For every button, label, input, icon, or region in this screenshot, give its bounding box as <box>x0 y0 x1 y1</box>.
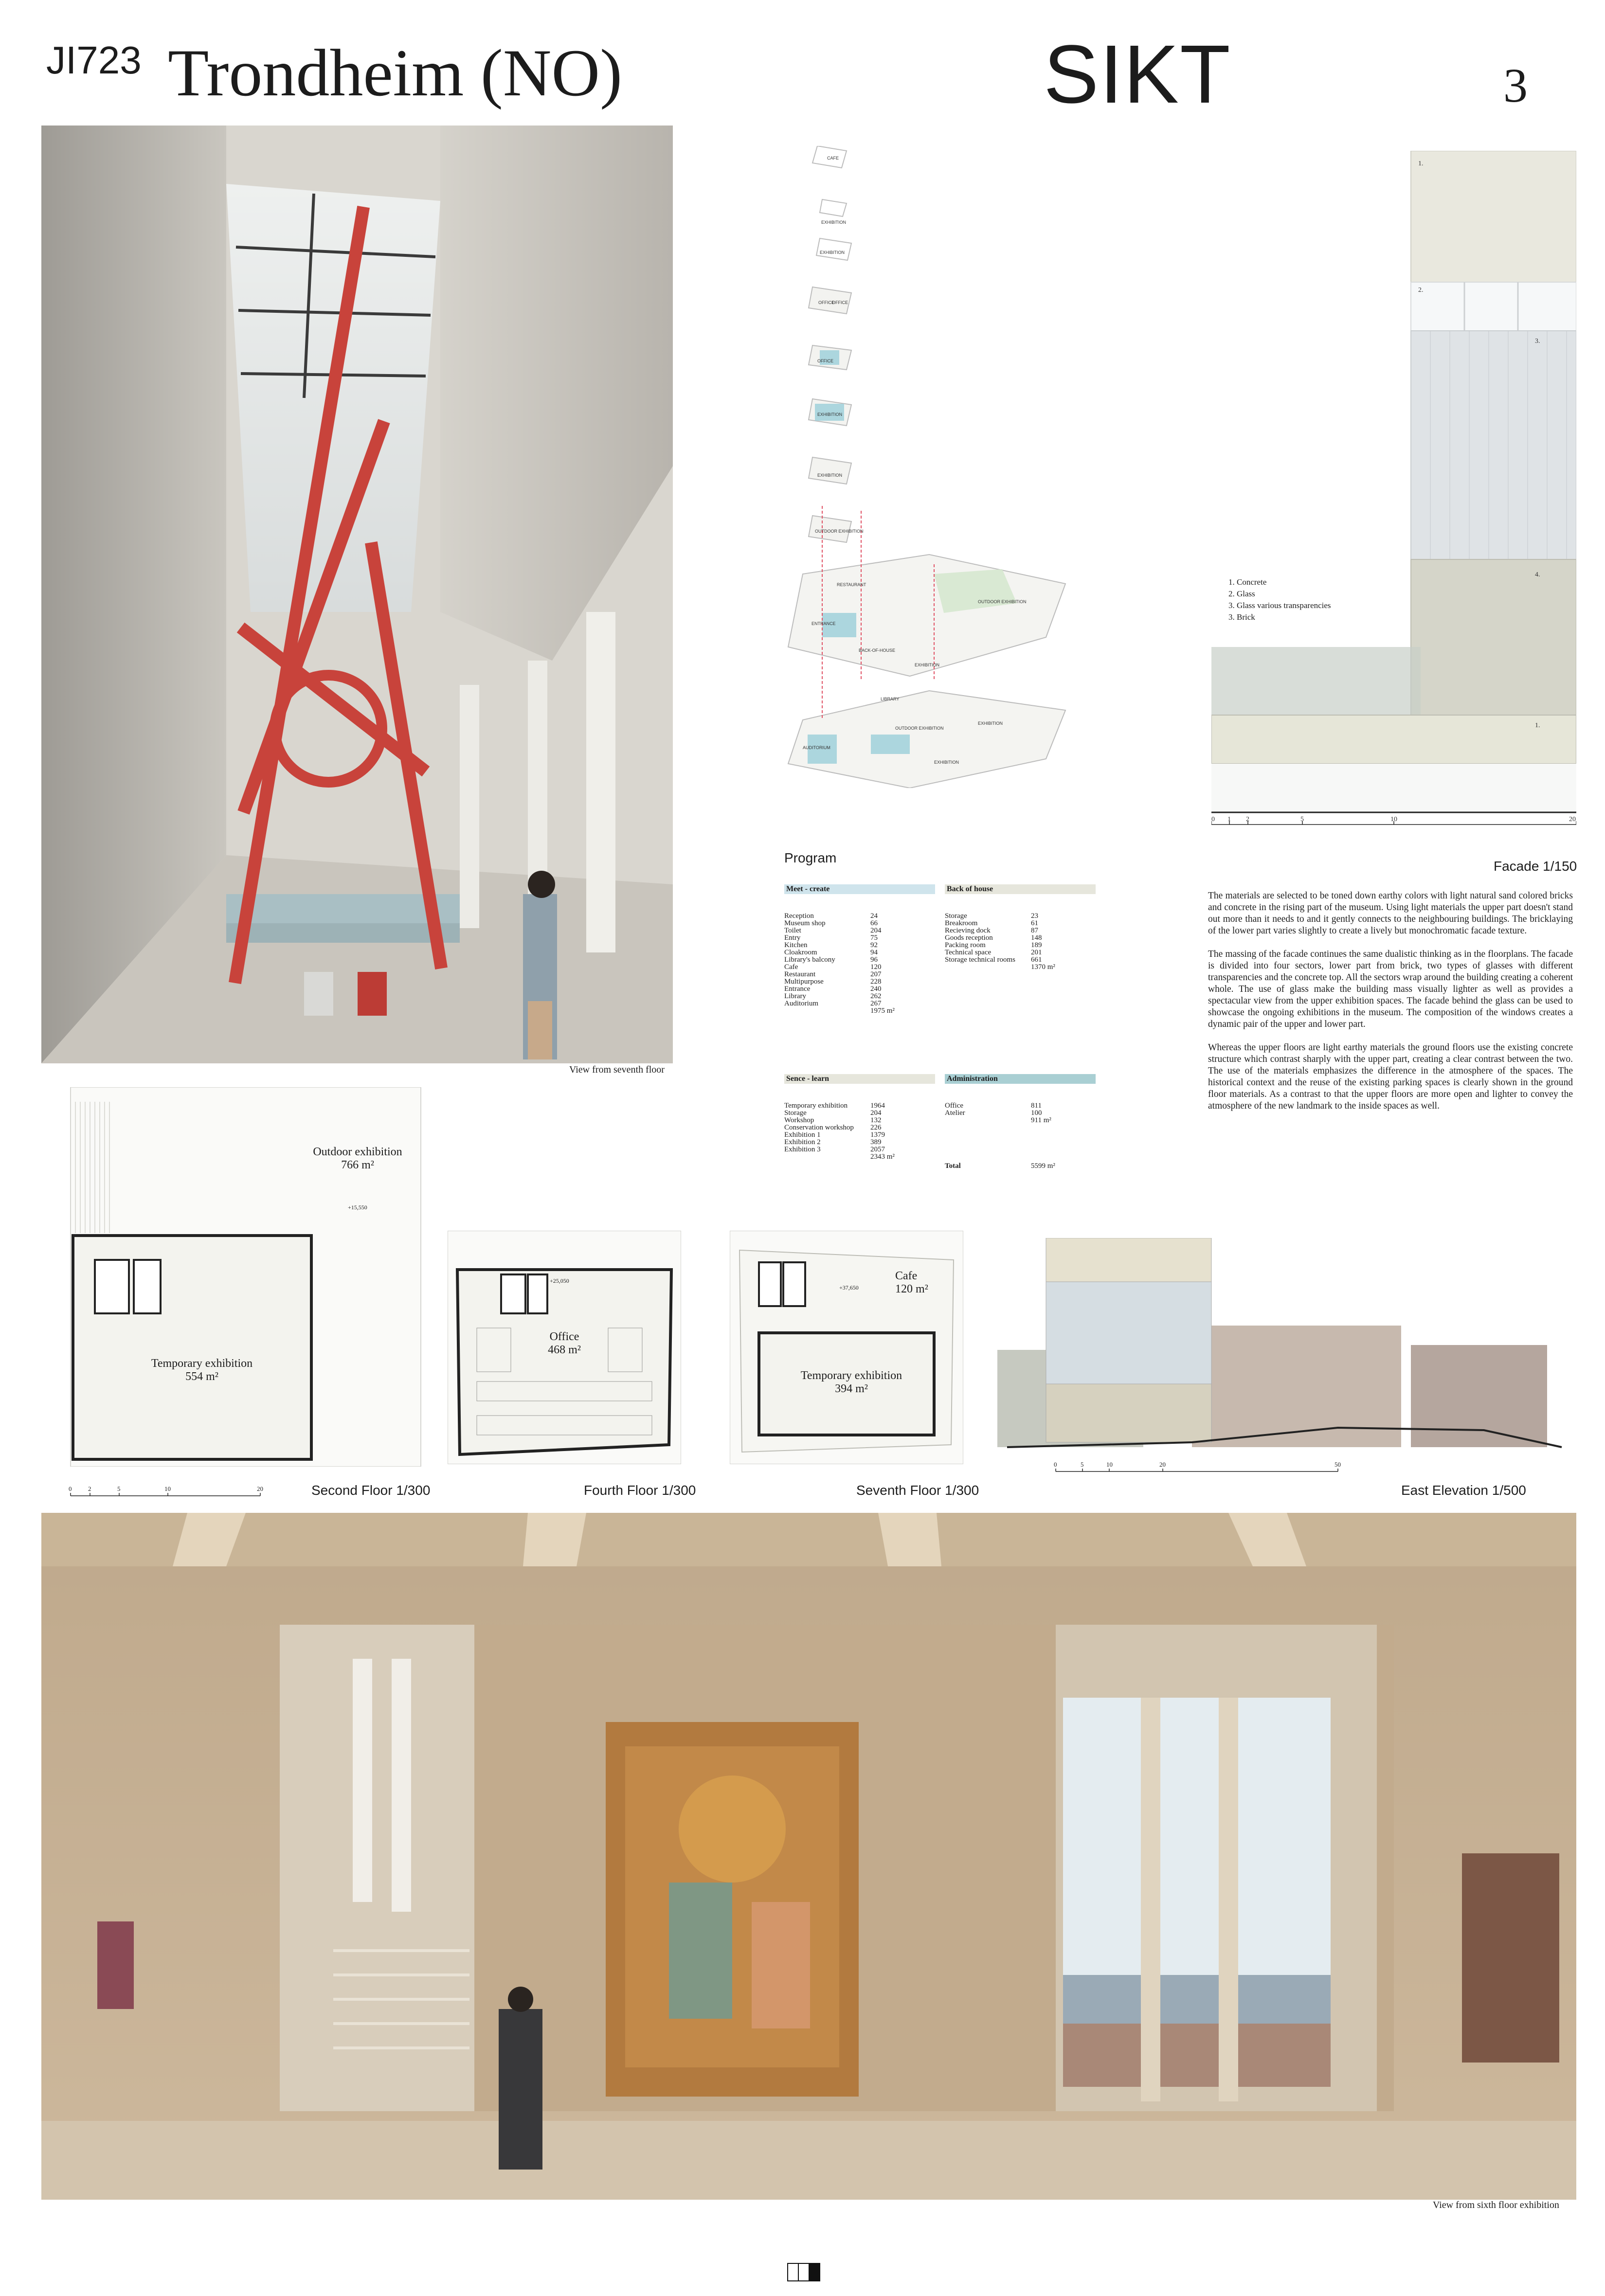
program-room-name: Library <box>784 992 806 1000</box>
program-room-name: Entrance <box>784 985 811 993</box>
program-row <box>784 934 935 942</box>
axo-label: EXHIBITION <box>821 220 847 225</box>
scale-tick: 0 <box>69 1485 72 1492</box>
program-room-area: 148 <box>1031 934 1042 942</box>
scale-tick: 20 <box>1159 1461 1166 1468</box>
axo-label: CAFE <box>827 156 839 161</box>
program-subtotal: 1975 m² <box>870 1007 895 1015</box>
plan-second-floor <box>66 1087 426 1467</box>
axo-label: OUTDOOR EXHIBITION <box>978 599 1027 604</box>
program-group <box>784 1074 935 1161</box>
program-room-area: 201 <box>1031 949 1042 956</box>
program-room-name: Conservation workshop <box>784 1124 854 1131</box>
scale-tick: 20 <box>257 1485 263 1492</box>
program-group-heading: Sence - learn <box>784 1074 935 1084</box>
project-code: JI723 <box>46 38 142 82</box>
facade-scale-10: 10 <box>1390 816 1397 823</box>
axo-label: ENTRANCE <box>812 621 836 626</box>
program-room-area: 23 <box>1031 912 1038 920</box>
scale-tick: 10 <box>1106 1461 1113 1468</box>
axo-floor-2 <box>816 238 851 260</box>
render-seventh-floor <box>41 126 673 1063</box>
program-row <box>784 956 935 964</box>
label-second-floor: Second Floor 1/300 <box>311 1483 431 1498</box>
program-row <box>784 927 935 934</box>
axo-floor-1 <box>820 199 847 216</box>
scale-tick: 5 <box>1081 1461 1084 1468</box>
axo-label: RESTAURANT <box>837 582 866 587</box>
program-room-name: Exhibition 2 <box>784 1138 821 1146</box>
program-room-name: Restaurant <box>784 970 816 978</box>
gallery-render-image <box>41 1513 1576 2200</box>
program-room-area: 92 <box>870 941 878 949</box>
facade-marker-5: 1. <box>1535 722 1540 729</box>
level-marker: +25,050 <box>550 1277 569 1284</box>
program-room-area: 1379 <box>870 1131 885 1139</box>
program-room-name: Cafe <box>784 963 798 971</box>
axo-label: OFFICE <box>818 300 834 305</box>
atrium-render-image <box>41 126 673 1063</box>
program-row <box>945 949 1096 956</box>
program-row <box>784 1139 935 1146</box>
room-outdoor-exhibition: Outdoor exhibition 766 m² <box>313 1146 402 1171</box>
program-row <box>945 913 1096 920</box>
label-east-elevation: East Elevation 1/500 <box>1401 1483 1526 1498</box>
program-subtotal: 1370 m² <box>1031 963 1055 971</box>
program-room-name: Storage <box>945 912 967 920</box>
caption-render-top: View from seventh floor <box>569 1064 665 1075</box>
room-office: Office 468 m² <box>548 1330 581 1356</box>
program-group <box>784 884 935 1015</box>
scale-tick: 0 <box>1054 1461 1057 1468</box>
program-room-area: 240 <box>870 985 882 993</box>
level-marker: +37,650 <box>839 1284 859 1291</box>
program-room-area: 1964 <box>870 1102 885 1110</box>
program-room-name: Museum shop <box>784 919 826 927</box>
program-room-name: Workshop <box>784 1116 814 1124</box>
program-group-heading: Meet - create <box>784 884 935 894</box>
program-room-name: Recieving dock <box>945 927 991 934</box>
program-room-area: 94 <box>870 949 878 956</box>
program-room-area: 207 <box>870 970 882 978</box>
axo-label: OFFICE <box>817 359 833 363</box>
program-row <box>945 956 1096 964</box>
scale-tick: 50 <box>1334 1461 1341 1468</box>
level-marker: +15,550 <box>348 1204 367 1211</box>
axo-label: OUTDOOR EXHIBITION <box>815 529 864 534</box>
facade-marker-3: 3. <box>1535 338 1540 345</box>
program-row <box>945 1102 1096 1110</box>
room-temporary-exhibition-7: Temporary exhibition 394 m² <box>800 1369 902 1395</box>
axo-floor-6 <box>809 457 851 484</box>
program-room-name: Packing room <box>945 941 986 949</box>
program-room-name: Exhibition 1 <box>784 1131 821 1139</box>
program-row <box>945 920 1096 927</box>
program-room-area: 132 <box>870 1116 882 1124</box>
program-room-area: 120 <box>870 963 882 971</box>
program-row <box>945 942 1096 949</box>
facade-title: Facade 1/150 <box>1494 859 1577 874</box>
program-room-name: Storage <box>784 1109 807 1117</box>
plan-second-svg <box>66 1087 426 1467</box>
program-row <box>784 978 935 986</box>
program-row <box>784 986 935 993</box>
program-row <box>945 934 1096 942</box>
program-room-name: Library's balcony <box>784 956 835 964</box>
program-table <box>784 884 1120 1196</box>
material-legend-item: 1. Concrete <box>1228 577 1267 587</box>
caption-render-bottom: View from sixth floor exhibition <box>1433 2200 1559 2210</box>
program-row <box>784 971 935 978</box>
program-row <box>784 949 935 956</box>
program-title: Program <box>784 850 837 865</box>
program-subtotal: 2343 m² <box>870 1153 895 1161</box>
axo-label: AUDITORIUM <box>803 745 830 750</box>
program-room-area: 811 <box>1031 1102 1042 1110</box>
scale-tick: 2 <box>88 1485 91 1492</box>
axo-label: EXHIBITION <box>817 412 843 417</box>
facade-paragraph: The materials are selected to be toned down earthy colors with light natural sand colored bricks and concrete in the rising part of the museum. Using light materials the upper part doesn't stand out more than it needs to and it gently connects to the neighbouring buildings. The bricklaying of the lower part varies slightly to create a lively but monochromatic facade texture. <box>1208 891 1573 936</box>
program-room-name: Cloakroom <box>784 949 817 956</box>
axo-label: LIBRARY <box>881 697 900 701</box>
program-row <box>784 1110 935 1117</box>
material-legend <box>1228 576 1331 623</box>
program-row <box>784 1146 935 1153</box>
program-room-area: 226 <box>870 1124 882 1131</box>
program-room-area: 75 <box>870 934 878 942</box>
facade-paragraph: Whereas the upper floors are light earthy materials the ground floors use the existing concrete structure which contrast sharply with the upper part, creating a clear contrast between the two. The use of the materials emphasizes the difference in the atmosphere of the spaces. The historical context and the reuse of the existing parking spaces is clearly shown in the ground floor materials. As a contrast to that the upper floors are more open and lighter to convey the atmosphere of the new landmark to the inside spaces as well. <box>1208 1042 1573 1111</box>
program-row <box>784 1000 935 1007</box>
plan-fourth-floor <box>448 1231 681 1464</box>
program-room-area: 100 <box>1031 1109 1042 1117</box>
facade-marker-1: 1. <box>1418 160 1424 167</box>
program-group <box>945 884 1096 971</box>
facade-scale-20: 20 <box>1569 816 1576 823</box>
program-room-name: Reception <box>784 912 814 920</box>
axonometric-diagram <box>774 146 1104 788</box>
program-room-area: 204 <box>870 927 882 934</box>
facade-paragraph: The massing of the facade continues the same dualistic thinking as in the floorplans. The facade is divided into four sectors, lower part from brick, two types of glasses with different transparencies and the concrete top. All the sectors wrap around the building creating a coherent whole. The use of glass make the building mass visually lighter as well as provides a spectacular view from the upper exhibition spaces. The facade behind the glass can be used to showcase the ongoing exhibitions in the museum. The composition of the windows creates a dynamic pair of the upper and lower part. <box>1208 949 1573 1029</box>
facade-scale-0: 0 <box>1211 816 1215 823</box>
program-row <box>784 1102 935 1110</box>
axo-label: EXHIBITION <box>915 663 940 667</box>
program-room-name: Temporary exhibition <box>784 1102 848 1110</box>
program-row <box>784 920 935 927</box>
program-room-name: Auditorium <box>784 1000 818 1007</box>
program-row <box>784 1131 935 1139</box>
scale-tick: 10 <box>164 1485 171 1492</box>
program-row <box>784 964 935 971</box>
program-room-area: 204 <box>870 1109 882 1117</box>
program-room-name: Entry <box>784 934 801 942</box>
program-subtotal: 911 m² <box>1031 1116 1051 1124</box>
program-room-name: Kitchen <box>784 941 808 949</box>
facade-scale-5: 5 <box>1300 816 1304 823</box>
program-room-area: 267 <box>870 1000 882 1007</box>
program-row <box>784 1124 935 1131</box>
program-row <box>784 942 935 949</box>
facade-description <box>1208 890 1573 1124</box>
program-room-area: 189 <box>1031 941 1042 949</box>
program-room-name: Multipurpose <box>784 978 824 986</box>
page-logo <box>787 2263 826 2285</box>
room-cafe: Cafe 120 m² <box>895 1270 928 1295</box>
program-row <box>945 927 1096 934</box>
program-row <box>945 1110 1096 1117</box>
program-room-name: Toilet <box>784 927 801 934</box>
program-group-heading: Administration <box>945 1074 1096 1084</box>
axo-label: EXHIBITION <box>978 721 1003 726</box>
axo-label: EXHIBITION <box>820 250 845 255</box>
program-room-area: 389 <box>870 1138 882 1146</box>
label-seventh-floor: Seventh Floor 1/300 <box>856 1483 979 1498</box>
program-room-area: 61 <box>1031 919 1038 927</box>
city-title: Trondheim (NO) <box>168 36 623 110</box>
program-room-name: Technical space <box>945 949 992 956</box>
room-temporary-exhibition: Temporary exhibition 554 m² <box>151 1357 253 1383</box>
facade-svg <box>1211 151 1576 827</box>
scale-tick: 5 <box>117 1485 121 1492</box>
program-room-area: 661 <box>1031 956 1042 964</box>
facade-scale-2: 2 <box>1246 816 1249 823</box>
facade-marker-4: 4. <box>1535 571 1540 578</box>
axo-label: OFFICE <box>832 300 848 305</box>
brand-title: SIKT <box>1044 28 1231 121</box>
material-legend-item: 2. Glass <box>1228 589 1255 598</box>
program-group <box>945 1074 1096 1124</box>
label-fourth-floor: Fourth Floor 1/300 <box>584 1483 696 1498</box>
program-room-area: 96 <box>870 956 878 964</box>
logo-icon <box>787 2263 826 2282</box>
axo-label: OUTDOOR EXHIBITION <box>895 726 944 731</box>
program-row <box>784 1117 935 1124</box>
program-group-heading: Back of house <box>945 884 1096 894</box>
program-room-name: Office <box>945 1102 964 1110</box>
axo-label: EXHIBITION <box>934 760 959 765</box>
facade-scale-1: 1 <box>1227 816 1231 823</box>
program-room-area: 24 <box>870 912 878 920</box>
program-room-area: 2057 <box>870 1146 885 1153</box>
program-row <box>784 993 935 1000</box>
facade-marker-2: 2. <box>1418 287 1424 294</box>
axo-label: EXHIBITION <box>817 473 843 478</box>
program-room-area: 228 <box>870 978 882 986</box>
material-legend-item: 3. Glass various transparencies <box>1228 601 1331 610</box>
plan-scale-bar <box>66 1481 270 1501</box>
program-row <box>784 913 935 920</box>
program-room-name: Exhibition 3 <box>784 1146 821 1153</box>
program-room-name: Breakroom <box>945 919 978 927</box>
axo-label: BACK-OF-HOUSE <box>859 648 896 653</box>
page-number: 3 <box>1503 58 1528 112</box>
facade-drawing <box>1211 151 1576 827</box>
program-grand-total: Total 5599 m² <box>945 1162 1055 1170</box>
program-room-name: Storage technical rooms <box>945 956 1015 964</box>
program-room-area: 262 <box>870 992 882 1000</box>
program-room-name: Atelier <box>945 1109 965 1117</box>
material-legend-item: 3. Brick <box>1228 612 1255 622</box>
program-room-area: 87 <box>1031 927 1038 934</box>
east-elevation-drawing <box>997 1238 1571 1481</box>
render-sixth-floor <box>41 1513 1576 2200</box>
program-room-name: Goods reception <box>945 934 993 942</box>
program-room-area: 66 <box>870 919 878 927</box>
axo-library-block <box>871 735 910 754</box>
plan-seventh-floor <box>730 1231 963 1464</box>
axonometric-svg <box>774 146 1104 788</box>
